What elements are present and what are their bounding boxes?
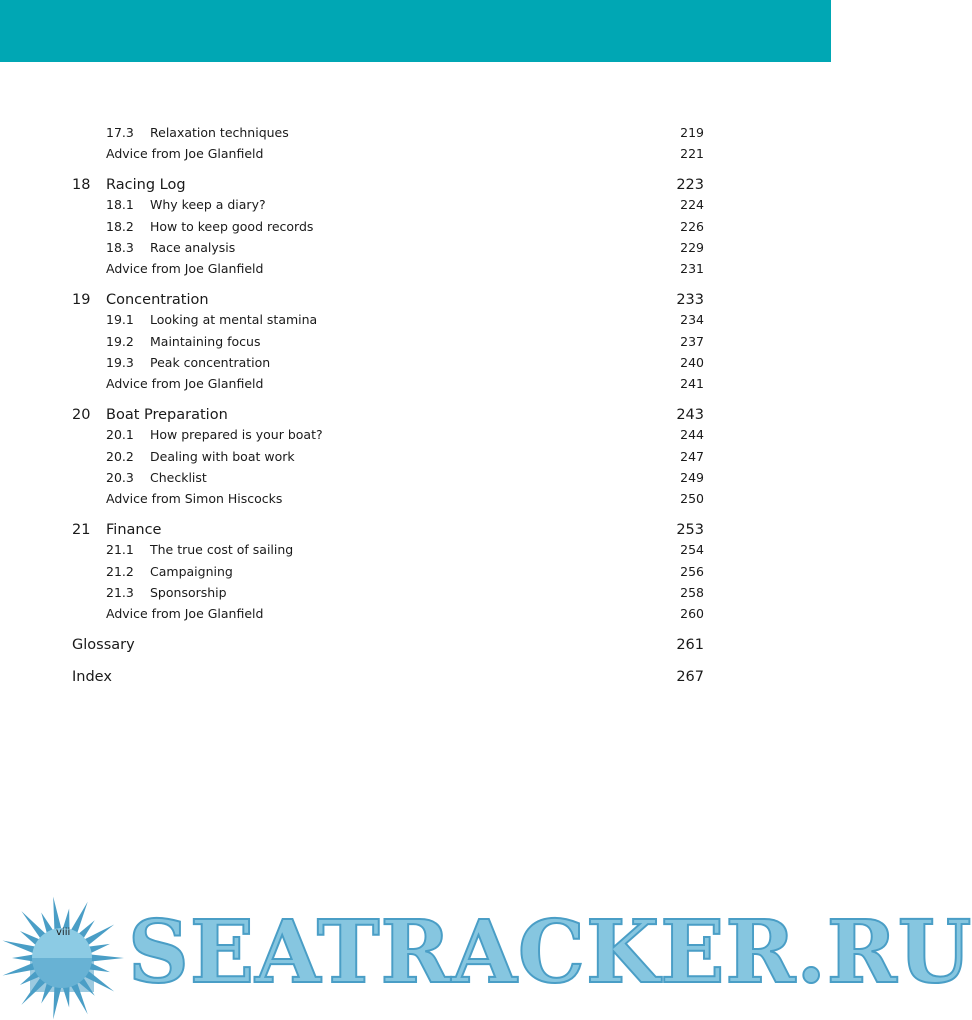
- toc-number: 18.2: [106, 218, 134, 234]
- toc-section-row[interactable]: [0, 197, 831, 213]
- toc-advice-row[interactable]: [0, 261, 831, 277]
- toc-page: 237: [680, 333, 704, 349]
- toc-advice-row[interactable]: [0, 376, 831, 392]
- toc-chapter-row[interactable]: [0, 291, 831, 309]
- toc-title: How to keep good records: [150, 218, 314, 234]
- toc-page: 221: [680, 146, 704, 162]
- toc-section-row[interactable]: [0, 219, 831, 235]
- toc-page: 247: [680, 448, 704, 464]
- toc-title: Concentration: [106, 292, 209, 309]
- toc-number: 20.1: [106, 427, 134, 443]
- toc-page: 226: [680, 218, 704, 234]
- toc-number: 20.3: [106, 470, 134, 485]
- toc-page: 254: [680, 542, 704, 558]
- toc-section-row[interactable]: [0, 449, 831, 465]
- toc-page: 233: [676, 292, 704, 309]
- toc-section-row[interactable]: [0, 355, 831, 371]
- toc-title: Advice from Joe Glanfield: [106, 606, 264, 622]
- toc-page: 229: [680, 240, 704, 255]
- toc-page: 224: [680, 197, 704, 213]
- toc-number: 18.3: [106, 240, 134, 255]
- toc-page: 240: [680, 355, 704, 370]
- toc-title: How prepared is your boat?: [150, 427, 323, 443]
- toc-page: 243: [676, 407, 704, 424]
- toc-number: 19: [72, 292, 91, 309]
- toc-number: 21.2: [106, 563, 134, 579]
- toc-title: Finance: [106, 522, 162, 539]
- toc-number: 17.3: [106, 125, 134, 140]
- sun-ray: [90, 954, 124, 961]
- toc-title: Boat Preparation: [106, 407, 228, 424]
- toc-page: 234: [680, 312, 704, 328]
- toc-page: 241: [680, 376, 704, 392]
- sun-ray: [53, 897, 61, 931]
- toc-title: Sponsorship: [150, 585, 227, 600]
- toc-page: 223: [676, 177, 704, 194]
- toc-page: 219: [680, 125, 704, 140]
- watermark-logo-text: SEATRACKER.RU: [128, 902, 972, 1003]
- toc-section-row[interactable]: [0, 125, 831, 141]
- toc-title: Dealing with boat work: [150, 448, 295, 464]
- toc-title: Relaxation techniques: [150, 125, 289, 140]
- toc-number: 21.1: [106, 542, 134, 558]
- toc-page: 250: [680, 491, 704, 507]
- toc-title: Maintaining focus: [150, 333, 261, 349]
- toc-section-row[interactable]: [0, 312, 831, 328]
- toc-number: 20: [72, 407, 91, 424]
- toc-page: 256: [680, 563, 704, 579]
- toc-section-row[interactable]: [0, 564, 831, 580]
- header-color-bar: [0, 0, 831, 62]
- toc-title: Peak concentration: [150, 355, 271, 370]
- toc-advice-row[interactable]: [0, 146, 831, 162]
- toc-page: 244: [680, 427, 704, 443]
- toc-title: Glossary: [72, 637, 135, 654]
- toc-chapter-row[interactable]: [0, 176, 831, 194]
- toc-chapter-row[interactable]: [0, 521, 831, 539]
- toc-number: 19.1: [106, 312, 134, 328]
- toc-title: Index: [72, 669, 112, 686]
- toc-title: The true cost of sailing: [150, 542, 294, 558]
- toc-title: Looking at mental stamina: [150, 312, 318, 328]
- toc-page: 249: [680, 470, 704, 485]
- toc-page: 260: [680, 606, 704, 622]
- toc-title: Advice from Joe Glanfield: [106, 261, 264, 277]
- page-number: viii: [56, 927, 71, 938]
- toc-advice-row[interactable]: [0, 606, 831, 622]
- toc-section-row[interactable]: [0, 334, 831, 350]
- toc-section-row[interactable]: [0, 240, 831, 256]
- toc-page: 261: [676, 637, 704, 654]
- toc-page: 253: [676, 522, 704, 539]
- toc-chapter-row[interactable]: [0, 406, 831, 424]
- toc-title: Advice from Simon Hiscocks: [106, 491, 283, 507]
- toc-backmatter-row[interactable]: [0, 668, 831, 686]
- toc-page: 267: [676, 669, 704, 686]
- toc-advice-row[interactable]: [0, 491, 831, 507]
- toc-number: 21: [72, 522, 91, 539]
- toc-backmatter-row[interactable]: [0, 636, 831, 654]
- toc-number: 20.2: [106, 448, 134, 464]
- toc-number: 19.2: [106, 333, 134, 349]
- toc-section-row[interactable]: [0, 542, 831, 558]
- toc-section-row[interactable]: [0, 470, 831, 486]
- toc-title: Advice from Joe Glanfield: [106, 146, 264, 162]
- toc-number: 18.1: [106, 197, 134, 213]
- toc-title: Race analysis: [150, 240, 236, 255]
- toc-section-row[interactable]: [0, 427, 831, 443]
- toc-title: Campaigning: [150, 563, 233, 579]
- toc-title: Advice from Joe Glanfield: [106, 376, 264, 392]
- toc-number: 18: [72, 177, 91, 194]
- toc-section-row[interactable]: [0, 585, 831, 601]
- toc-title: Why keep a diary?: [150, 197, 266, 213]
- header-bar-fill: [0, 0, 831, 62]
- sun-ray: [3, 941, 37, 954]
- toc-title: Racing Log: [106, 177, 186, 194]
- toc-page: 231: [680, 261, 704, 277]
- toc-number: 21.3: [106, 585, 134, 600]
- toc-page: 258: [680, 585, 704, 600]
- toc-number: 19.3: [106, 355, 134, 370]
- toc-title: Checklist: [150, 470, 207, 485]
